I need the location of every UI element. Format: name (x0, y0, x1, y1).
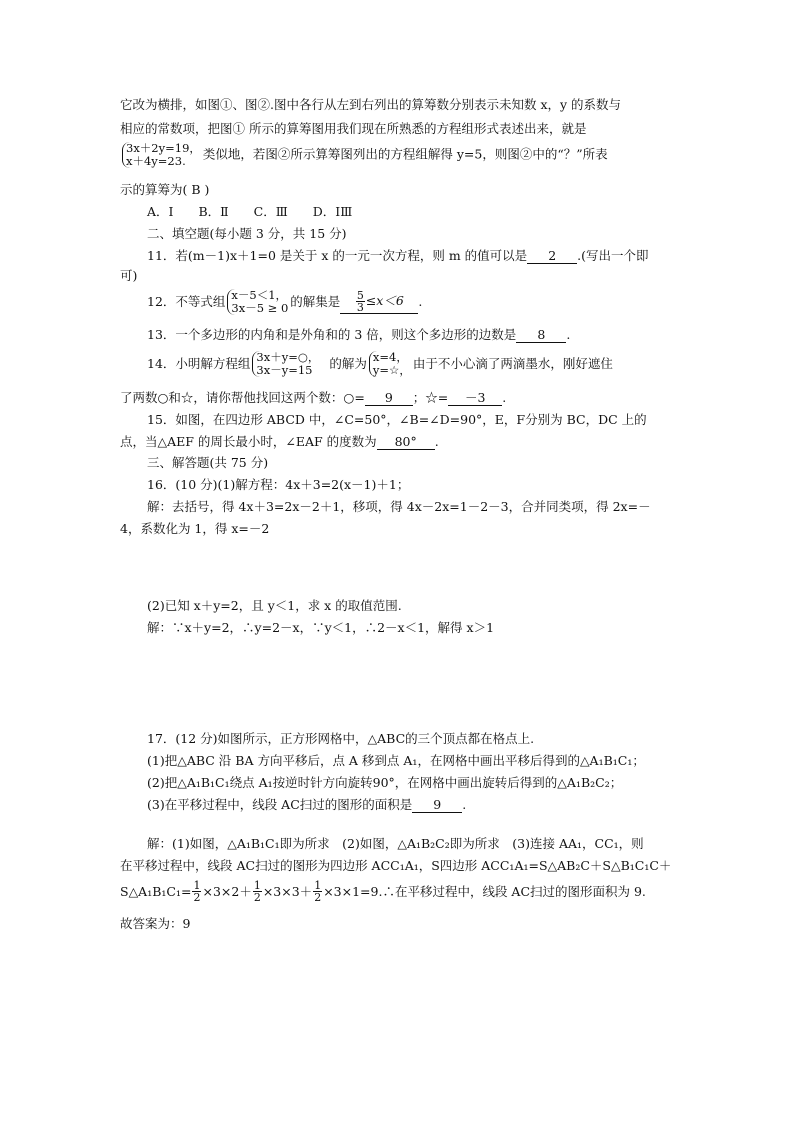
q10-equation-2: x＋4y=23. (126, 154, 186, 168)
q17-part-3-end: . (462, 797, 467, 812)
q16-solution-1-line-1: 解：去括号，得 4x＋3=2x－2＋1，移项，得 4x－2x=1－2－3，合并同类项，得 2x=－ (147, 499, 651, 514)
q10-line-1: 它改为横排，如图①、图②.图中各行从左到右列出的算筹数分别表示未知数 x，y 的系数与 (120, 97, 622, 112)
q16-solution-1-line-2: 4，系数化为 1，得 x=－2 (120, 521, 270, 536)
q12-fraction-denominator: 3 (356, 301, 364, 314)
section-3-heading: 三、解答题(共 75 分) (147, 455, 269, 470)
q17-sol-3-d: ×3×1=9.∴在平移过程中，线段 AC扫过的图形面积为 9. (323, 883, 646, 899)
q14-line-2-end: . (502, 390, 507, 405)
q17-half-1-numerator: 1 (193, 879, 201, 892)
q17-half-3-numerator: 1 (314, 879, 322, 892)
q13-line (147, 327, 570, 343)
q10-line-2: 相应的常数项，把图① 所示的算筹图用我们现在所熟悉的方程组形式表述出来，就是 (120, 121, 587, 136)
q16-part-1: 16．(10 分)(1)解方程：4x＋3=2(x－1)＋1； (147, 477, 410, 492)
q16-solution-2: 解：∵x＋y=2，∴y=2－x，∵y＜1，∴2－x＜1，解得 x＞1 (147, 620, 495, 635)
q10-line-3-text: 类似地，若图②所示算筹图列出的方程组解得 y=5，则图②中的“？”所表 (202, 146, 608, 162)
q13-answer-blank: 8 (516, 328, 566, 343)
q17-part-3-text: (3)在平移过程中，线段 AC扫过的图形的面积是 (147, 797, 413, 812)
q17-solution-line-1: 解：(1)如图，△A₁B₁C₁即为所求 (2)如图，△A₁B₂C₂即为所求 (3)连接 AA₁，CC₁，则 (147, 836, 644, 851)
q17-answer-blank: 9 (412, 798, 462, 813)
q15-end: . (434, 434, 439, 449)
q10-equation-system (122, 142, 201, 168)
q12-inequality-system (227, 289, 288, 315)
q14-solution-1: x=4， (372, 350, 408, 364)
q17-part-3 (147, 797, 466, 813)
q17-sol-3-b: ×3×2＋ (202, 883, 252, 899)
q14-solution-system (369, 351, 411, 377)
q15-answer-blank: 80° (377, 435, 435, 450)
q14-equation-system (252, 351, 319, 377)
q12-fraction (356, 290, 365, 313)
q11-line-1 (147, 248, 649, 264)
q15-line-1: 15．如图，在四边形 ABCD 中，∠C=50°，∠B=∠D=90°，E，F分别为 BC，DC 上的 (147, 412, 647, 427)
q14-mid: 的解为 (329, 356, 367, 371)
q17-half-fraction-2 (253, 880, 262, 903)
q17-stem: 17．(12 分)如图所示，正方形网格中，△ABC的三个顶点都在格点上. (147, 731, 535, 746)
q11-line-2: 可) (120, 268, 138, 283)
q10-line-3 (120, 142, 608, 168)
q13-end: . (566, 327, 571, 342)
q12-answer-tail: ≤x＜6 (365, 293, 404, 308)
q14-line-2-b: ；☆= (412, 390, 449, 405)
q17-solution-line-2: 在平移过程中，线段 AC扫过的图形为四边形 ACC₁A₁，S四边形 ACC₁A₁=S△AB₂C＋S△B₁C₁C＋ (120, 858, 672, 873)
q14-line-2 (120, 390, 506, 406)
q12-answer-blank (340, 290, 418, 314)
q12-prefix: 12．不等式组 (147, 294, 226, 309)
q10-options: A．Ⅰ B．Ⅱ C．Ⅲ D．ⅠⅢ (147, 204, 353, 219)
q14-tail: 由于不小心滴了两滴墨水，刚好遮住 (412, 356, 613, 371)
q16-part-2: (2)已知 x＋y=2，且 y＜1，求 x 的取值范围. (147, 598, 402, 613)
q14-answer-star: －3 (448, 391, 502, 406)
q17-solution-line-4: 故答案为：9 (120, 916, 191, 931)
q17-sol-3-c: ×3×3＋ (262, 883, 313, 899)
q12-inequality-2: 3x－5 ≥ 0 (231, 301, 289, 315)
q14-equation-1: 3x＋y=○， (256, 350, 320, 364)
q17-half-1-denominator: 2 (193, 891, 201, 904)
q12-inequality-1: x－5＜1， (231, 288, 288, 302)
q15-line-2-text: 点，当△AEF 的周长最小时，∠EAF 的度数为 (120, 434, 377, 449)
q11-answer-blank: 2 (527, 249, 577, 264)
q15-line-2 (120, 434, 439, 450)
section-2-heading: 二、填空题(每小题 3 分，共 15 分) (147, 226, 347, 241)
q17-half-fraction-1 (192, 880, 201, 903)
q17-half-3-denominator: 2 (314, 891, 322, 904)
q17-half-fraction-3 (313, 880, 322, 903)
q17-half-2-denominator: 2 (253, 891, 261, 904)
q17-part-1: (1)把△ABC 沿 BA 方向平移后，点 A 移到点 A₁，在网格中画出平移后得到的△A₁B₁C₁； (147, 753, 645, 768)
q12-end: . (418, 294, 423, 309)
q11-tail: .(写出一个即 (577, 248, 649, 263)
q14-line-1 (147, 351, 613, 377)
q17-half-2-numerator: 1 (253, 879, 261, 892)
q11-text: 11．若(m－1)x＋1=0 是关于 x 的一元一次方程，则 m 的值可以是 (147, 248, 528, 263)
q14-line-2-a: 了两数○和☆，请你帮他找回这两个数：○= (120, 390, 365, 405)
q13-text: 13．一个多边形的内角和是外角和的 3 倍，则这个多边形的边数是 (147, 327, 517, 342)
q17-solution-line-3 (120, 880, 646, 903)
q17-sol-3-a: S△A₁B₁C₁= (120, 883, 192, 899)
q10-equation-1: 3x＋2y=19， (126, 141, 201, 155)
q10-line-4: 示的算筹为( B ) (120, 182, 210, 197)
q12-fraction-numerator: 5 (356, 289, 364, 302)
q17-part-2: (2)把△A₁B₁C₁绕点 A₁按逆时针方向旋转90°，在网格中画出旋转后得到的△A₁B₂C₂； (147, 775, 623, 790)
q14-answer-circle: 9 (365, 391, 413, 406)
q14-prefix: 14．小明解方程组 (147, 356, 251, 371)
q12-line (147, 289, 422, 315)
q12-mid: 的解集是 (290, 294, 341, 309)
q14-equation-2: 3x－y=15 (256, 363, 313, 377)
q14-solution-2: y=☆， (372, 363, 411, 377)
